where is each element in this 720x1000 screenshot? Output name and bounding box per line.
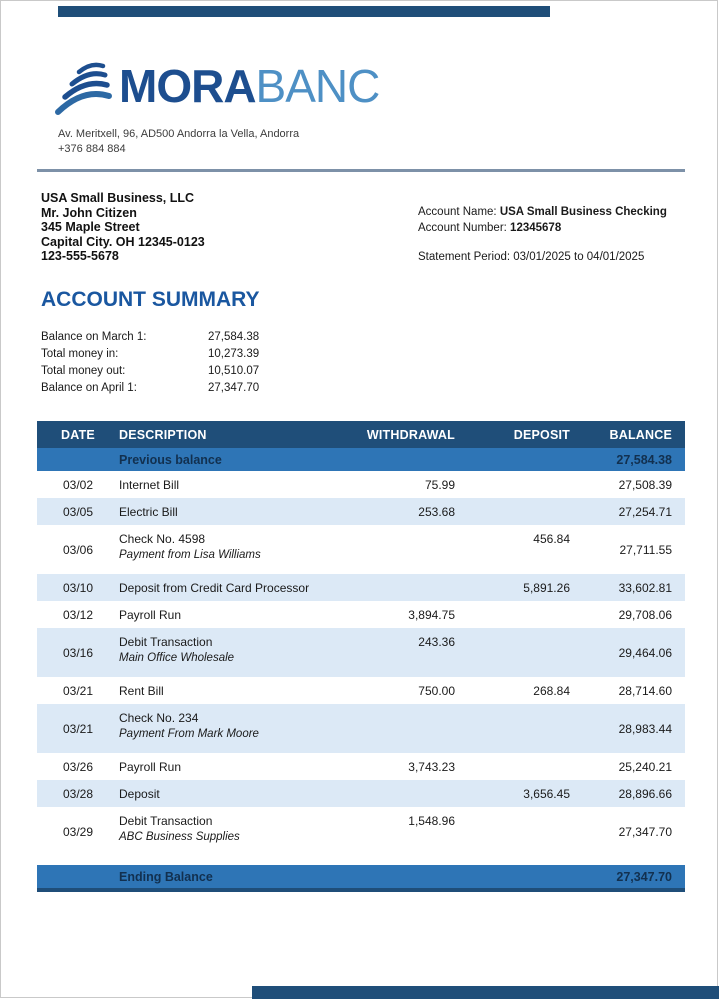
summary-label: Balance on April 1:: [41, 381, 137, 394]
cell-description: Payroll Run: [119, 607, 182, 622]
cell-description: Rent Bill: [119, 683, 164, 698]
previous-balance-row: [37, 448, 685, 471]
cell-description: Check No. 4598 Payment from Lisa Williams: [119, 525, 347, 561]
transaction-rows: [37, 471, 685, 856]
cell-withdrawal: 750.00: [418, 683, 455, 698]
cell-date: 03/29: [62, 824, 94, 839]
bank-phone: +376 884 884: [58, 143, 126, 155]
table-row: [37, 525, 685, 574]
account-number-row: [418, 220, 667, 236]
summary-value: 27,347.70: [208, 381, 260, 394]
header-withdrawal: WITHDRAWAL: [366, 427, 455, 442]
cell-date: 03/12: [62, 607, 94, 622]
cell-description-detail: Main Office Wholesale: [119, 652, 235, 664]
customer-address-block: [41, 191, 205, 264]
ending-balance-label: Ending Balance: [119, 869, 213, 884]
account-number-value: 12345678: [510, 222, 562, 234]
ending-balance-row: [37, 865, 685, 892]
cell-balance: 27,508.39: [618, 477, 672, 492]
cell-balance: 29,464.06: [618, 645, 672, 660]
table-gap: [37, 856, 685, 865]
table-row: [37, 677, 685, 704]
cell-balance: 28,983.44: [618, 721, 672, 736]
cell-deposit: [461, 807, 576, 814]
cell-description: Electric Bill: [119, 504, 178, 519]
customer-name: Mr. John Citizen: [41, 205, 137, 220]
cell-date: 03/28: [62, 786, 94, 801]
table-row: [37, 807, 685, 856]
header-date: DATE: [61, 427, 95, 442]
customer-street: 345 Maple Street: [41, 220, 140, 234]
cell-withdrawal: 3,894.75: [408, 607, 455, 622]
cell-balance: 27,347.70: [618, 824, 672, 839]
previous-balance-label: Previous balance: [119, 452, 222, 467]
table-row: [37, 628, 685, 677]
logo-wordmark: [119, 57, 379, 115]
cell-date: 03/10: [62, 580, 94, 595]
cell-description-detail: ABC Business Supplies: [119, 831, 240, 843]
cell-description: Deposit: [119, 786, 160, 801]
cell-description-detail: Payment from Lisa Williams: [119, 549, 261, 561]
cell-deposit: 268.84: [533, 683, 570, 698]
account-name-value: USA Small Business Checking: [499, 206, 667, 218]
table-row: [37, 704, 685, 753]
summary-row: [41, 345, 298, 362]
cell-balance: 28,714.60: [618, 683, 672, 698]
cell-withdrawal: [347, 525, 461, 532]
cell-withdrawal: 3,743.23: [408, 759, 455, 774]
cell-deposit: 456.84: [533, 532, 570, 546]
cell-description: Internet Bill: [119, 477, 180, 492]
transactions-table: [37, 421, 685, 892]
cell-deposit: [461, 628, 576, 635]
logo-text-banc: BANC: [255, 60, 380, 112]
cell-date: 03/26: [62, 759, 94, 774]
account-summary-list: [41, 328, 298, 396]
cell-withdrawal: 1,548.96: [408, 814, 455, 828]
bank-address-line: Av. Meritxell, 96, AD500 Andorra la Vella, Andorra: [58, 128, 300, 140]
summary-value: 10,273.39: [208, 347, 260, 360]
cell-description-detail: Payment From Mark Moore: [119, 728, 259, 740]
cell-balance: 33,602.81: [618, 580, 672, 595]
cell-date: 03/21: [62, 721, 94, 736]
cell-date: 03/02: [62, 477, 94, 492]
cell-description: Deposit from Credit Card Processor: [119, 580, 310, 595]
cell-description: Debit Transaction ABC Business Supplies: [119, 807, 347, 843]
table-row: [37, 753, 685, 780]
table-row: [37, 498, 685, 525]
account-info-block: [418, 204, 667, 265]
wave-logo-icon: [53, 59, 115, 123]
header-balance: BALANCE: [609, 427, 672, 442]
cell-description: Check No. 234 Payment From Mark Moore: [119, 704, 347, 740]
cell-deposit: 3,656.45: [523, 786, 570, 801]
header-description: DESCRIPTION: [119, 427, 207, 442]
bottom-accent-bar: [252, 986, 719, 999]
bank-logo: [53, 57, 379, 123]
cell-description: Payroll Run: [119, 759, 182, 774]
ending-balance-value: 27,347.70: [616, 869, 672, 884]
cell-date: 03/06: [62, 542, 94, 557]
table-row: [37, 601, 685, 628]
cell-balance: 25,240.21: [618, 759, 672, 774]
logo-text-mora: MORA: [119, 60, 256, 112]
summary-row: [41, 379, 298, 396]
cell-date: 03/05: [62, 504, 94, 519]
table-header-row: [37, 421, 685, 448]
table-row: [37, 780, 685, 807]
header-divider: [37, 169, 685, 172]
cell-withdrawal: 243.36: [418, 635, 455, 649]
summary-value: 10,510.07: [208, 364, 260, 377]
account-number-label: Account Number:: [418, 222, 511, 234]
summary-row: [41, 328, 298, 345]
table-row: [37, 471, 685, 498]
customer-city: Capital City. OH 12345-0123: [41, 234, 205, 249]
account-summary-title: ACCOUNT SUMMARY: [41, 288, 260, 311]
cell-balance: 28,896.66: [618, 786, 672, 801]
summary-label: Balance on March 1:: [41, 330, 147, 343]
header-deposit: DEPOSIT: [513, 427, 570, 442]
statement-period-value: 03/01/2025 to 04/01/2025: [513, 251, 645, 263]
account-name-label: Account Name:: [418, 206, 500, 218]
summary-row: [41, 362, 298, 379]
summary-label: Total money in:: [41, 347, 119, 360]
top-accent-bar: [58, 6, 550, 17]
cell-balance: 29,708.06: [618, 607, 672, 622]
account-name-row: [418, 204, 667, 220]
cell-deposit: 5,891.26: [523, 580, 570, 595]
summary-value: 27,584.38: [208, 330, 260, 343]
cell-description: Debit Transaction Main Office Wholesale: [119, 628, 347, 664]
cell-withdrawal: [347, 704, 461, 711]
cell-balance: 27,711.55: [619, 542, 672, 557]
customer-phone: 123-555-5678: [41, 249, 119, 263]
table-row: [37, 574, 685, 601]
customer-company: USA Small Business, LLC: [41, 191, 195, 205]
cell-date: 03/16: [62, 645, 94, 660]
statement-period-label: Statement Period:: [418, 251, 514, 263]
cell-withdrawal: 253.68: [418, 504, 455, 519]
statement-period-row: [418, 249, 667, 265]
bank-address-block: [58, 127, 299, 157]
cell-withdrawal: 75.99: [424, 477, 455, 492]
cell-date: 03/21: [62, 683, 94, 698]
summary-label: Total money out:: [41, 364, 126, 377]
cell-deposit: [461, 704, 576, 711]
previous-balance-value: 27,584.38: [616, 452, 672, 467]
cell-balance: 27,254.71: [618, 504, 672, 519]
